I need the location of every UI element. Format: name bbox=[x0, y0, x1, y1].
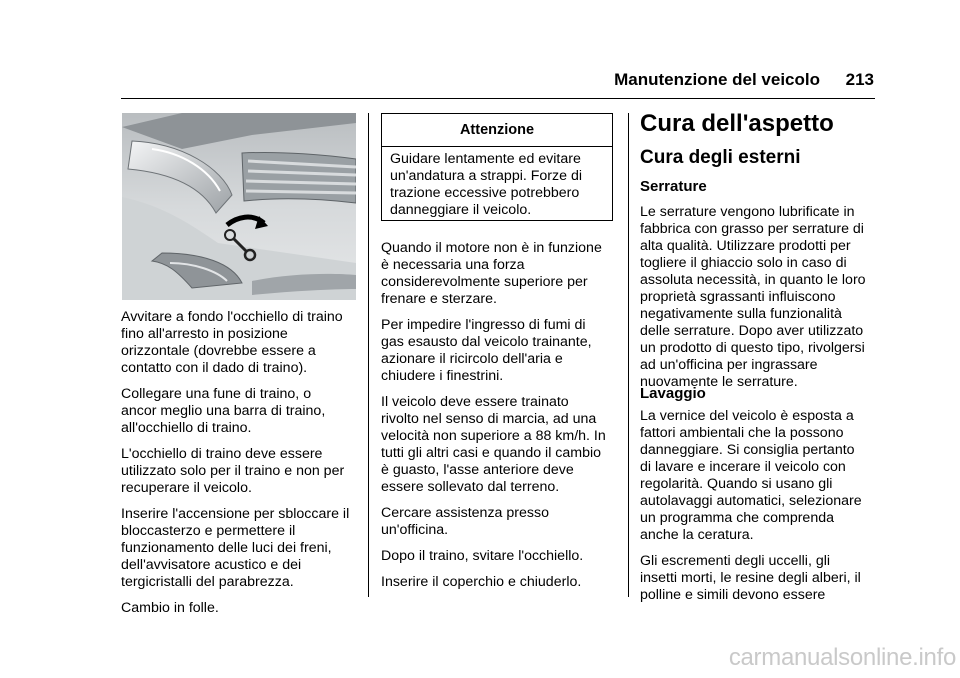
washing-heading: Lavaggio bbox=[640, 385, 706, 402]
warning-title: Attenzione bbox=[382, 114, 612, 147]
locks-text bbox=[640, 204, 876, 400]
paragraph: Cambio in folle. bbox=[121, 600, 219, 616]
subsection-title: Cura degli esterni bbox=[640, 147, 801, 168]
washing-text bbox=[640, 408, 876, 613]
watermark: carmanualsonline.info bbox=[728, 644, 956, 671]
towing-eye-illustration bbox=[122, 113, 356, 300]
column-divider bbox=[628, 113, 629, 597]
header-rule bbox=[121, 98, 875, 99]
paragraph: Collegare una fune di traino, o ancor meglio una barra di traino, all'occhiello di traino. bbox=[121, 386, 326, 436]
paragraph: Per impedire l'ingresso di fumi di gas esausto dal veicolo trainante, azionare il ricircolo dell'aria e chiudere i finestrini. bbox=[381, 317, 592, 384]
column-divider bbox=[368, 113, 369, 597]
paragraph: Cercare assistenza presso un'officina. bbox=[381, 505, 549, 538]
paragraph: Quando il motore non è in funzione è necessaria una forza considerevolmente superiore per frenare e sterzare. bbox=[381, 240, 602, 307]
paragraph: Avvitare a fondo l'occhiello di traino fino all'arresto in posizione orizzontale (dovrebbe essere a contatto con il dado di traino). bbox=[121, 309, 343, 376]
paragraph: La vernice del veicolo è esposta a fattori ambientali che la possono danneggiare. Si consiglia pertanto di lavare e incerare il veicolo con regolarità. Quando si usano gli autolavaggi automatici, selezionare un programma che comprenda anche la ceratura. bbox=[640, 408, 862, 543]
warning-text: Guidare lentamente ed evitare un'andatura a strappi. Forze di trazione eccessive potrebbero danneggiare il veicolo. bbox=[390, 151, 582, 218]
locks-heading: Serrature bbox=[640, 178, 707, 195]
paragraph: Dopo il traino, svitare l'occhiello. bbox=[381, 548, 584, 564]
section-title: Cura dell'aspetto bbox=[640, 110, 834, 137]
page-number: 213 bbox=[845, 70, 874, 89]
paragraph: Inserire l'accensione per sbloccare il bloccasterzo e permettere il funzionamento delle luci dei freni, dell'avvisatore acustico e dei tergicristalli del parabrezza. bbox=[121, 506, 350, 590]
paragraph: Gli escrementi degli uccelli, gli insetti morti, le resine degli alberi, il polline e simili devono essere bbox=[640, 553, 861, 603]
running-header-title: Manutenzione del veicolo bbox=[614, 70, 820, 89]
paragraph: Le serrature vengono lubrificate in fabbrica con grasso per serrature di alta qualità. Utilizzare prodotti per togliere il ghiaccio solo in caso di assoluta necessità, in quanto le loro proprietà sgrassanti influiscono negativamente sulla funzionalità delle serrature. Dopo aver utilizzato un prodotto di questo tipo, rivolgersi ad un'officina per ingrassare nuovamente le serrature. bbox=[640, 204, 866, 390]
paragraph: Inserire il coperchio e chiuderlo. bbox=[381, 574, 582, 590]
paragraph: Il veicolo deve essere trainato rivolto nel senso di marcia, ad una velocità non superiore a 88 km/h. In tutti gli altri casi e quando il cambio è guasto, l'asse anteriore deve essere sollevato dal terreno. bbox=[381, 394, 606, 495]
car-front-icon bbox=[122, 113, 356, 300]
left-column bbox=[121, 309, 357, 626]
middle-column bbox=[381, 240, 615, 600]
warning-box bbox=[381, 113, 613, 221]
paragraph: L'occhiello di traino deve essere utilizzato solo per il traino e non per recuperare il veicolo. bbox=[121, 446, 345, 496]
